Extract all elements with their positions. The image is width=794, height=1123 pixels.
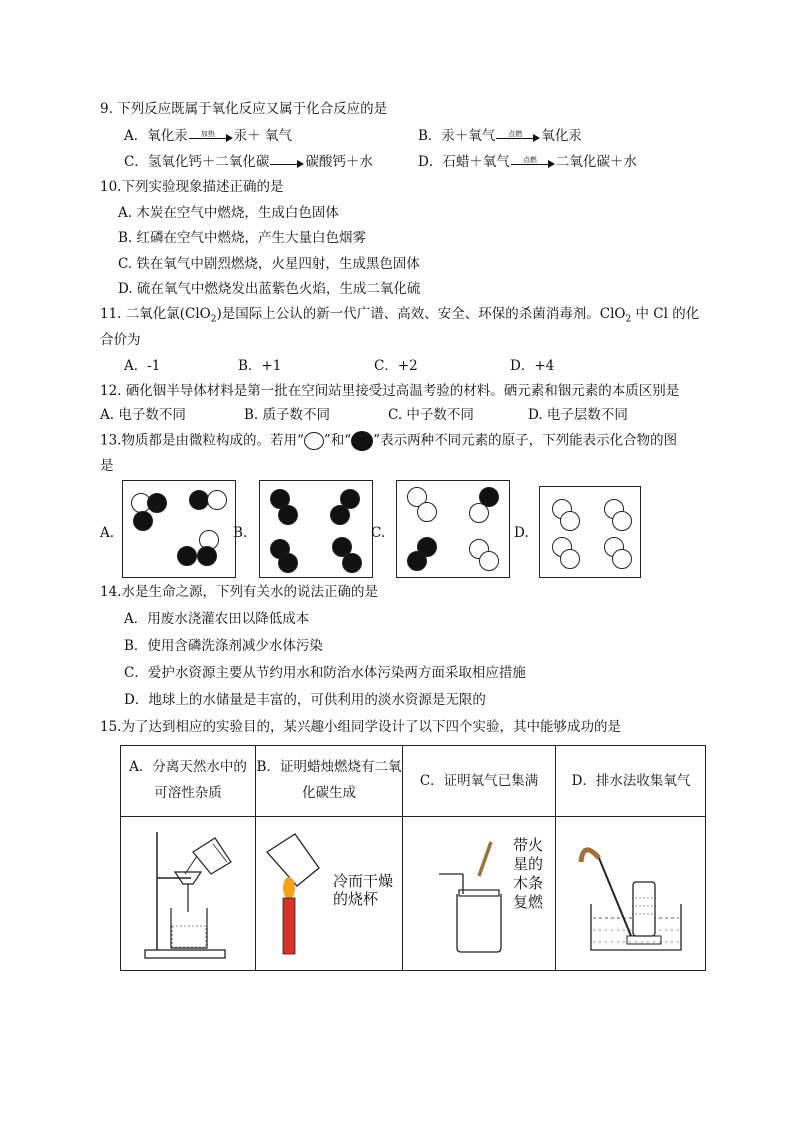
q9-stem: 9. 下列反应既属于氧化反应又属于化合反应的是	[100, 101, 388, 117]
q12-option-b[interactable]: B. 质子数不同	[244, 407, 331, 423]
gas-jar-splint-icon	[433, 840, 513, 956]
q13-stem: 13.物质都是由微粒构成的。若用“ ”和“ ”表示两种不同元素的原子，下列能表示化合物的图	[100, 431, 677, 451]
beaker-label-2: 的烧杯	[333, 890, 379, 908]
q12-option-d[interactable]: D. 电子层数不同	[528, 407, 628, 423]
filtration-apparatus-icon	[131, 822, 249, 968]
splint-label-4: 复燃	[513, 893, 544, 911]
q14-option-d[interactable]: D．地球上的水储量是丰富的，可供利用的淡水资源是无限的	[124, 692, 486, 708]
q11-stem: 11. 二氧化氯(ClO$_2$)是国际上公认的新一代广谱、高效、安全、环保的杀菌消毒剂。ClO$_2$ 中 Cl 的化	[100, 306, 700, 325]
q9-option-c[interactable]: C．氢氧化钙＋二氧化碳 碳酸钙＋水	[124, 154, 373, 170]
q15-stem: 15.为了达到相应的实验目的，某兴趣小组同学设计了以下四个实验，其中能够成功的是	[100, 719, 621, 735]
q14-option-b[interactable]: B．使用含磷洗涤剂减少水体污染	[124, 638, 323, 654]
water-displacement-icon	[571, 838, 697, 956]
q13-diagram-b[interactable]	[259, 480, 373, 578]
q9-option-d[interactable]: D．石蜡＋氧气 点燃 二氧化碳＋水	[418, 154, 637, 170]
q14-option-a[interactable]: A．用废水浇灌农田以降低成本	[124, 611, 310, 627]
reaction-arrow-icon: 点燃	[511, 156, 555, 170]
q13-diagram-c[interactable]	[396, 480, 510, 578]
q13-option-c[interactable]: C.	[371, 525, 386, 541]
white-atom-icon	[304, 432, 324, 450]
splint-label-2: 星的	[513, 855, 544, 873]
beaker-label-1: 冷而干燥	[333, 872, 394, 890]
reaction-arrow-icon: 加热	[189, 130, 233, 144]
q10-stem: 10.下列实验现象描述正确的是	[100, 179, 284, 195]
reaction-arrow-icon	[270, 156, 304, 170]
q11-option-b[interactable]: B．+1	[238, 358, 282, 374]
q10-option-c[interactable]: C. 铁在氧气中剧烈燃烧，火星四射，生成黑色固体	[118, 256, 420, 272]
q13-stem-cont: 是	[100, 458, 114, 474]
candle-beaker-icon	[261, 828, 327, 968]
q14-option-c[interactable]: C．爱护水资源主要从节约用水和防治水体污染两方面采取相应措施	[124, 665, 526, 681]
q15-option-d[interactable]: D．排水法收集氧气	[571, 773, 691, 789]
q15-experiment-table	[120, 745, 706, 971]
q12-option-c[interactable]: C. 中子数不同	[388, 407, 474, 423]
q11-option-a[interactable]: A．-1	[124, 358, 161, 374]
q15-option-c[interactable]: C．证明氧气已集满	[419, 773, 539, 789]
q11-option-d[interactable]: D．+4	[510, 358, 555, 374]
q15-option-b[interactable]: B．证明蜡烛燃烧有二氧 化碳生成	[256, 759, 402, 801]
q12-stem: 12. 硒化铟半导体材料是第一批在空间站里接受过高温考验的材料。硒元素和铟元素的本质区别是	[100, 383, 680, 399]
q11-stem-cont: 合价为	[100, 332, 141, 348]
reaction-arrow-icon: 点燃	[496, 130, 540, 144]
q10-option-a[interactable]: A. 木炭在空气中燃烧，生成白色固体	[118, 205, 339, 221]
splint-label-1: 带火	[513, 836, 544, 854]
black-atom-icon	[351, 431, 373, 451]
splint-label-3: 木条	[513, 874, 544, 892]
q13-diagram-d[interactable]	[539, 486, 641, 578]
q13-diagram-a[interactable]	[122, 480, 236, 578]
q13-option-a[interactable]: A.	[100, 525, 115, 541]
q10-option-d[interactable]: D. 硫在氧气中燃烧发出蓝紫色火焰，生成二氧化硫	[118, 281, 421, 297]
q13-option-d[interactable]: D.	[514, 525, 529, 541]
q9-option-a[interactable]: A．氧化汞 加热 汞＋ 氧气	[124, 128, 293, 144]
q9-option-b[interactable]: B．汞＋氧气 点燃 氧化汞	[418, 128, 582, 144]
q11-option-c[interactable]: C．+2	[374, 358, 418, 374]
q10-option-b[interactable]: B. 红磷在空气中燃烧，产生大量白色烟雾	[118, 230, 367, 246]
q15-option-a[interactable]: A．分离天然水中的 可溶性杂质	[129, 759, 247, 801]
q14-stem: 14.水是生命之源，下列有关水的说法正确的是	[100, 584, 378, 600]
q13-option-b[interactable]: B.	[233, 525, 248, 541]
q12-option-a[interactable]: A. 电子数不同	[100, 407, 186, 423]
